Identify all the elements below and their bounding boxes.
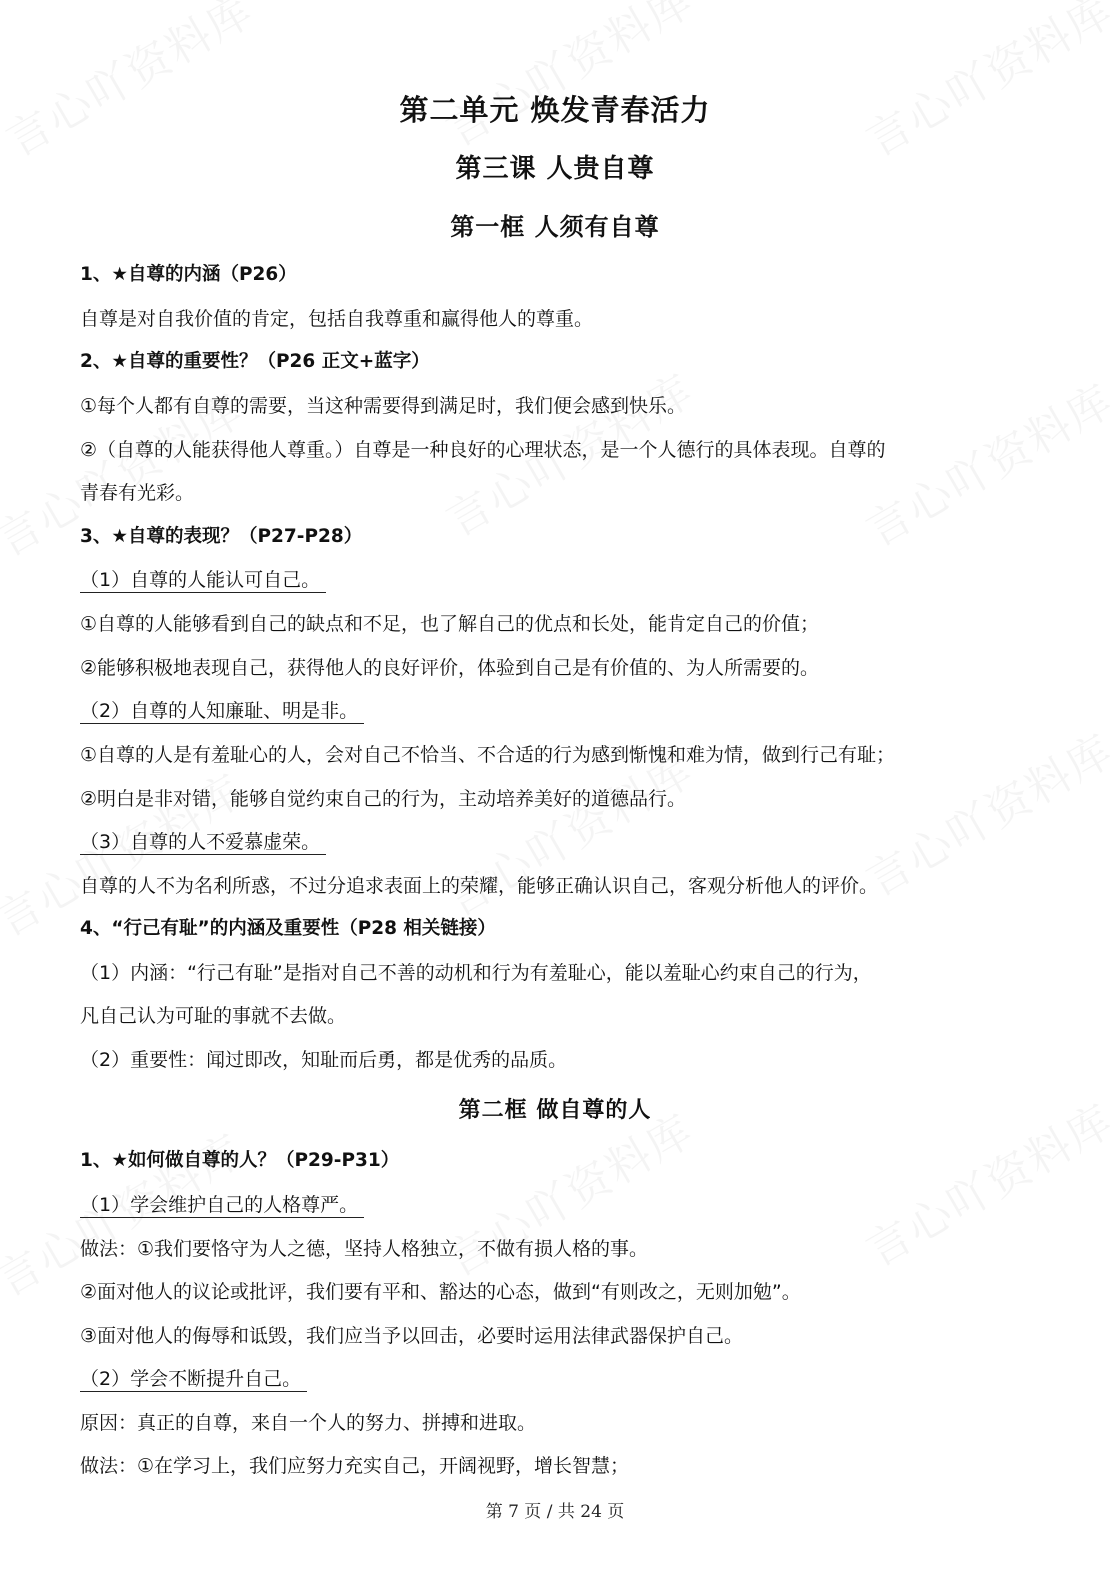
body-line: （2）重要性：闻过即改，知耻而后勇，都是优秀的品质。 <box>80 1049 568 1071</box>
body-line: 自尊的人不为名利所惑，不过分追求表面上的荣耀，能够正确认识自己，客观分析他人的评价。 <box>80 875 879 897</box>
subheading-text: （2）自尊的人知廉耻、明是非。 <box>80 699 364 724</box>
subheading-text: （3）自尊的人不爱慕虚荣。 <box>80 830 326 855</box>
section-heading: 4、“行己有耻”的内涵及重要性（P28 相关链接） <box>80 918 496 939</box>
subheading <box>80 829 326 855</box>
section-heading: 1、★如何做自尊的人？（P29-P31） <box>80 1150 400 1171</box>
subheading-text: （1）自尊的人能认可自己。 <box>80 568 326 593</box>
body-line: 做法：①在学习上，我们应努力充实自己，开阔视野，增长智慧； <box>80 1455 630 1477</box>
body-line: ②能够积极地表现自己，获得他人的良好评价，体验到自己是有价值的、为人所需要的。 <box>80 657 820 679</box>
body-line: ①每个人都有自尊的需要，当这种需要得到满足时，我们便会感到快乐。 <box>80 395 687 417</box>
frame-title: 第二框 做自尊的人 <box>458 1098 652 1123</box>
section-heading: 1、★自尊的内涵（P26） <box>80 264 297 285</box>
subheading <box>80 567 326 593</box>
subheading <box>80 1192 364 1218</box>
body-line: （1）内涵：“行己有耻”是指对自己不善的动机和行为有羞耻心，能以羞耻心约束自己的行为， <box>80 962 872 984</box>
body-line: 青春有光彩。 <box>80 482 195 504</box>
subheading-text: （2）学会不断提升自己。 <box>80 1367 307 1392</box>
body-line: ②（自尊的人能获得他人尊重。）自尊是一种良好的心理状态，是一个人德行的具体表现。自尊的 <box>80 439 886 461</box>
page-footer: 第 7 页 / 共 24 页 <box>485 1502 625 1522</box>
subheading-text: （1）学会维护自己的人格尊严。 <box>80 1193 364 1218</box>
body-line: ①自尊的人是有羞耻心的人，会对自己不恰当、不合适的行为感到惭愧和难为情，做到行己有耻； <box>80 744 896 766</box>
body-line: 做法：①我们要恪守为人之德，坚持人格独立，不做有损人格的事。 <box>80 1238 649 1260</box>
subheading <box>80 698 364 724</box>
body-line: ②明白是非对错，能够自觉约束自己的行为，主动培养美好的道德品行。 <box>80 788 687 810</box>
subheading <box>80 1366 307 1392</box>
unit-title: 第二单元 焕发青春活力 <box>399 93 711 127</box>
body-line: ②面对他人的议论或批评，我们要有平和、豁达的心态，做到“有则改之，无则加勉”。 <box>80 1281 801 1303</box>
section-heading: 3、★自尊的表现？（P27-P28） <box>80 526 363 547</box>
body-line: ①自尊的人能够看到自己的缺点和不足，也了解自己的优点和长处，能肯定自己的价值； <box>80 613 820 635</box>
frame-title: 第一框 人须有自尊 <box>450 213 660 241</box>
section-heading: 2、★自尊的重要性？（P26 正文+蓝字） <box>80 351 430 372</box>
body-line: 凡自己认为可耻的事就不去做。 <box>80 1005 347 1027</box>
body-line: ③面对他人的侮辱和诋毁，我们应当予以回击，必要时运用法律武器保护自己。 <box>80 1325 744 1347</box>
lesson-title: 第三课 人贵自尊 <box>455 154 655 184</box>
body-line: 原因：真正的自尊，来自一个人的努力、拼搏和进取。 <box>80 1412 537 1434</box>
body-line: 自尊是对自我价值的肯定，包括自我尊重和赢得他人的尊重。 <box>80 308 594 330</box>
